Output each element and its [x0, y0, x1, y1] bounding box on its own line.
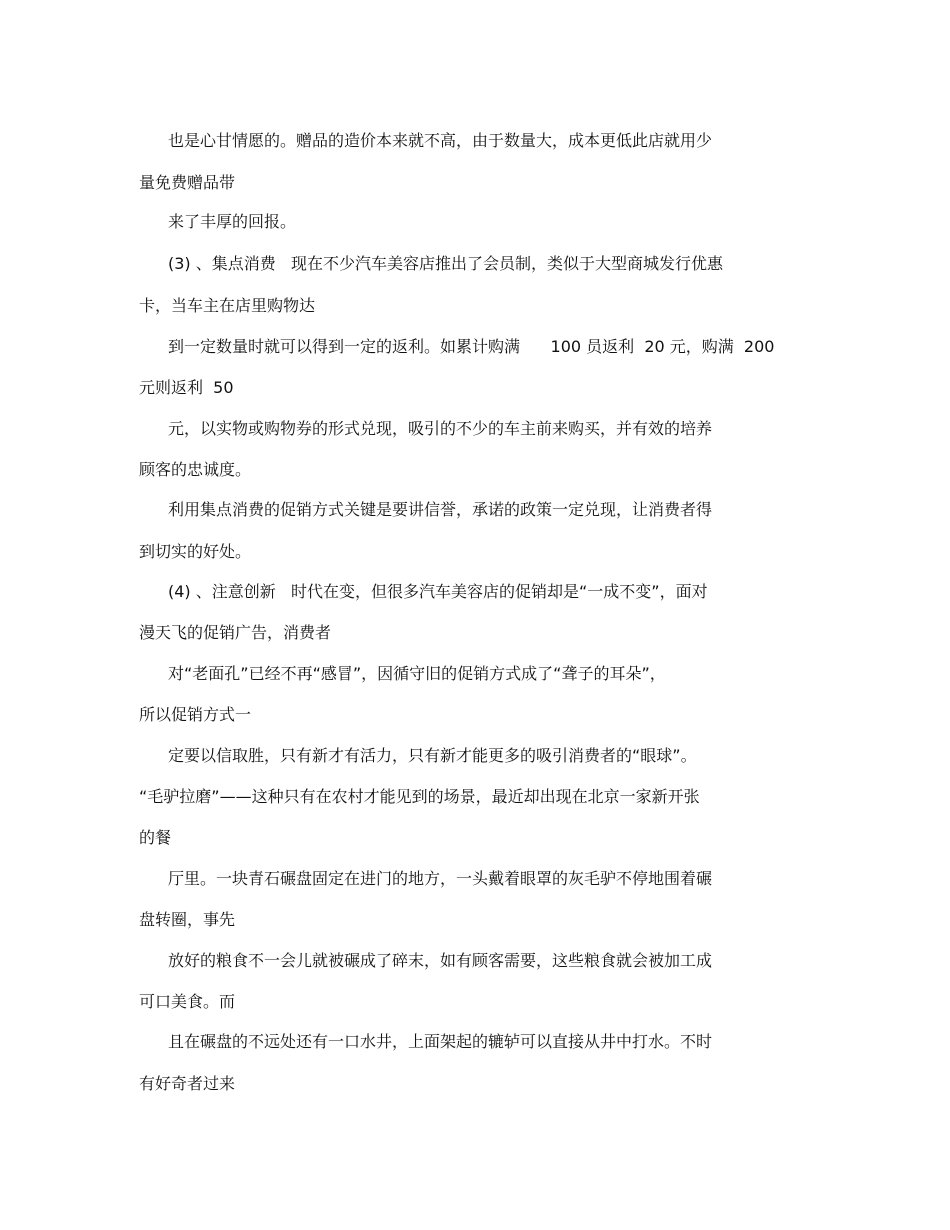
paragraph-line: 有好奇者过来	[139, 1074, 236, 1093]
paragraph-line: 顾客的忠诚度。	[139, 460, 252, 479]
paragraph-line: “毛驴拉磨”——这种只有在农村才能见到的场景，最近却出现在北京一家新开张	[139, 787, 700, 806]
paragraph-line: 且在碾盘的不远处还有一口水井，上面架起的辘轳可以直接从井中打水。不时	[168, 1032, 713, 1051]
paragraph-line: 元则返利 50	[139, 378, 234, 397]
paragraph-line: 利用集点消费的促销方式关键是要讲信誉，承诺的政策一定兑现，让消费者得	[168, 500, 713, 519]
paragraph-line: 来了丰厚的回报。	[168, 212, 297, 231]
paragraph-line: 也是心甘情愿的。赠品的造价本来就不高，由于数量大，成本更低此店就用少	[168, 131, 713, 150]
paragraph-line: 到切实的好处。	[139, 542, 252, 561]
paragraph-line: 漫天飞的促销广告，消费者	[139, 623, 332, 642]
paragraph-line: 厅里。一块青石碾盘固定在进门的地方，一头戴着眼罩的灰毛驴不停地围着碾	[168, 869, 713, 888]
paragraph-line: 盘转圈，事先	[139, 910, 236, 929]
paragraph-line: 可口美食。而	[139, 992, 236, 1011]
paragraph-line: (4) 、注意创新 时代在变，但很多汽车美容店的促销却是“一成不变”，面对	[168, 582, 708, 601]
paragraph-line: 放好的粮食不一会儿就被碾成了碎末，如有顾客需要，这些粮食就会被加工成	[168, 951, 713, 970]
paragraph-line: 所以促销方式一	[139, 705, 252, 724]
paragraph-line: 量免费赠品带	[139, 173, 236, 192]
paragraph-line: 卡，当车主在店里购物达	[139, 296, 316, 315]
paragraph-line: 元，以实物或购物券的形式兑现，吸引的不少的车主前来购买，并有效的培养	[168, 419, 713, 438]
paragraph-line: 定要以信取胜，只有新才有活力，只有新才能更多的吸引消费者的“眼球”。	[168, 746, 697, 765]
paragraph-line: 对“老面孔”已经不再“感冒”，因循守旧的促销方式成了“聋子的耳朵”，	[168, 664, 666, 683]
paragraph-line: (3) 、集点消费 现在不少汽车美容店推出了会员制，类似于大型商城发行优惠	[168, 254, 724, 273]
paragraph-line: 到一定数量时就可以得到一定的返利。如累计购满 100 员返利 20 元，购满 200	[168, 337, 775, 356]
paragraph-line: 的餐	[139, 828, 172, 847]
